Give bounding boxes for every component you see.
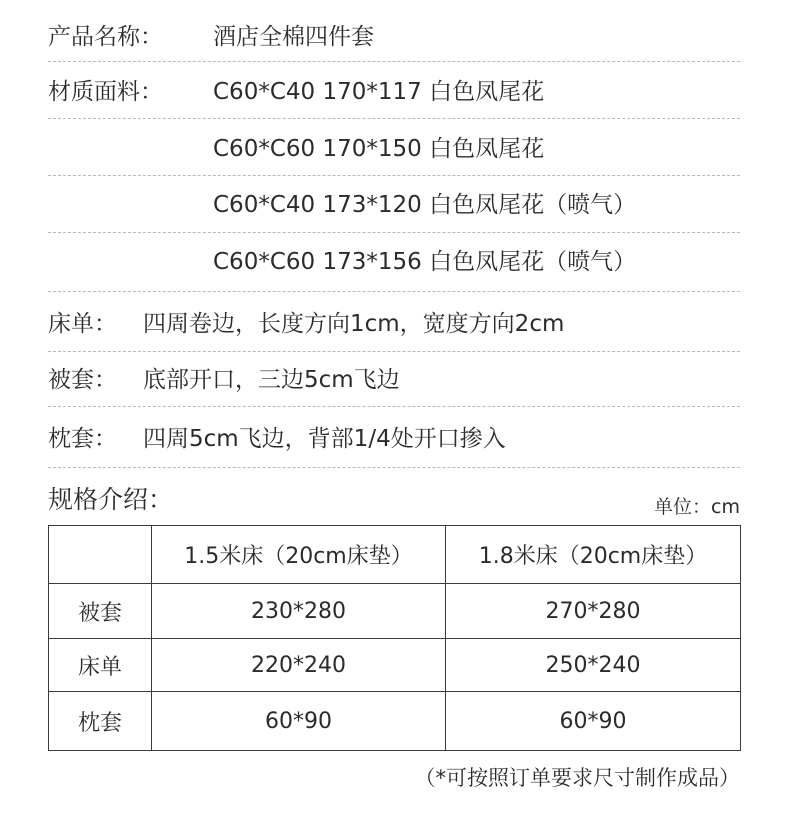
material-item: C60*C60 173*156 白色凤尾花（喷气）: [213, 249, 637, 275]
table-cell: 60*90: [446, 692, 741, 751]
table-cell: 270*280: [446, 584, 741, 639]
unit-label: 单位：cm: [654, 496, 740, 518]
duvet-label: 被套：: [48, 367, 117, 393]
spec-table: [48, 525, 741, 751]
sheet-label: 床单：: [48, 311, 117, 337]
table-cell: 60*90: [152, 692, 446, 751]
sheet-value: 四周卷边，长度方向1cm，宽度方向2cm: [143, 311, 565, 337]
table-cell: 枕套: [49, 692, 152, 751]
material-item: C60*C40 170*117 白色凤尾花: [213, 79, 545, 105]
table-header-cell: 1.5米床（20cm床垫）: [152, 526, 446, 584]
spec-title: 规格介绍：: [48, 485, 174, 514]
table-cell: 被套: [49, 584, 152, 639]
table-cell: 床单: [49, 639, 152, 692]
material-item: C60*C40 173*120 白色凤尾花（喷气）: [213, 192, 637, 218]
divider: [48, 175, 740, 176]
product-name-value: 酒店全棉四件套: [213, 24, 374, 50]
table-cell: 250*240: [446, 639, 741, 692]
table-header-row: [49, 526, 741, 584]
divider: [48, 467, 740, 468]
table-cell: 220*240: [152, 639, 446, 692]
divider: [48, 232, 740, 233]
table-cell: 230*280: [152, 584, 446, 639]
divider: [48, 61, 740, 62]
divider: [48, 351, 740, 352]
table-row: [49, 639, 741, 692]
product-name-label: 产品名称：: [48, 24, 163, 50]
material-item: C60*C60 170*150 白色凤尾花: [213, 136, 545, 162]
table-row: [49, 584, 741, 639]
table-header-cell: 1.8米床（20cm床垫）: [446, 526, 741, 584]
divider: [48, 406, 740, 407]
material-label: 材质面料：: [48, 79, 163, 105]
custom-size-note: （*可按照订单要求尺寸制作成品）: [414, 766, 740, 790]
divider: [48, 118, 740, 119]
pillow-label: 枕套：: [48, 426, 117, 452]
duvet-value: 底部开口，三边5cm飞边: [143, 367, 400, 393]
table-header-cell: [49, 526, 152, 584]
divider: [48, 291, 740, 292]
table-row: [49, 692, 741, 751]
pillow-value: 四周5cm飞边，背部1/4处开口掺入: [143, 426, 506, 452]
